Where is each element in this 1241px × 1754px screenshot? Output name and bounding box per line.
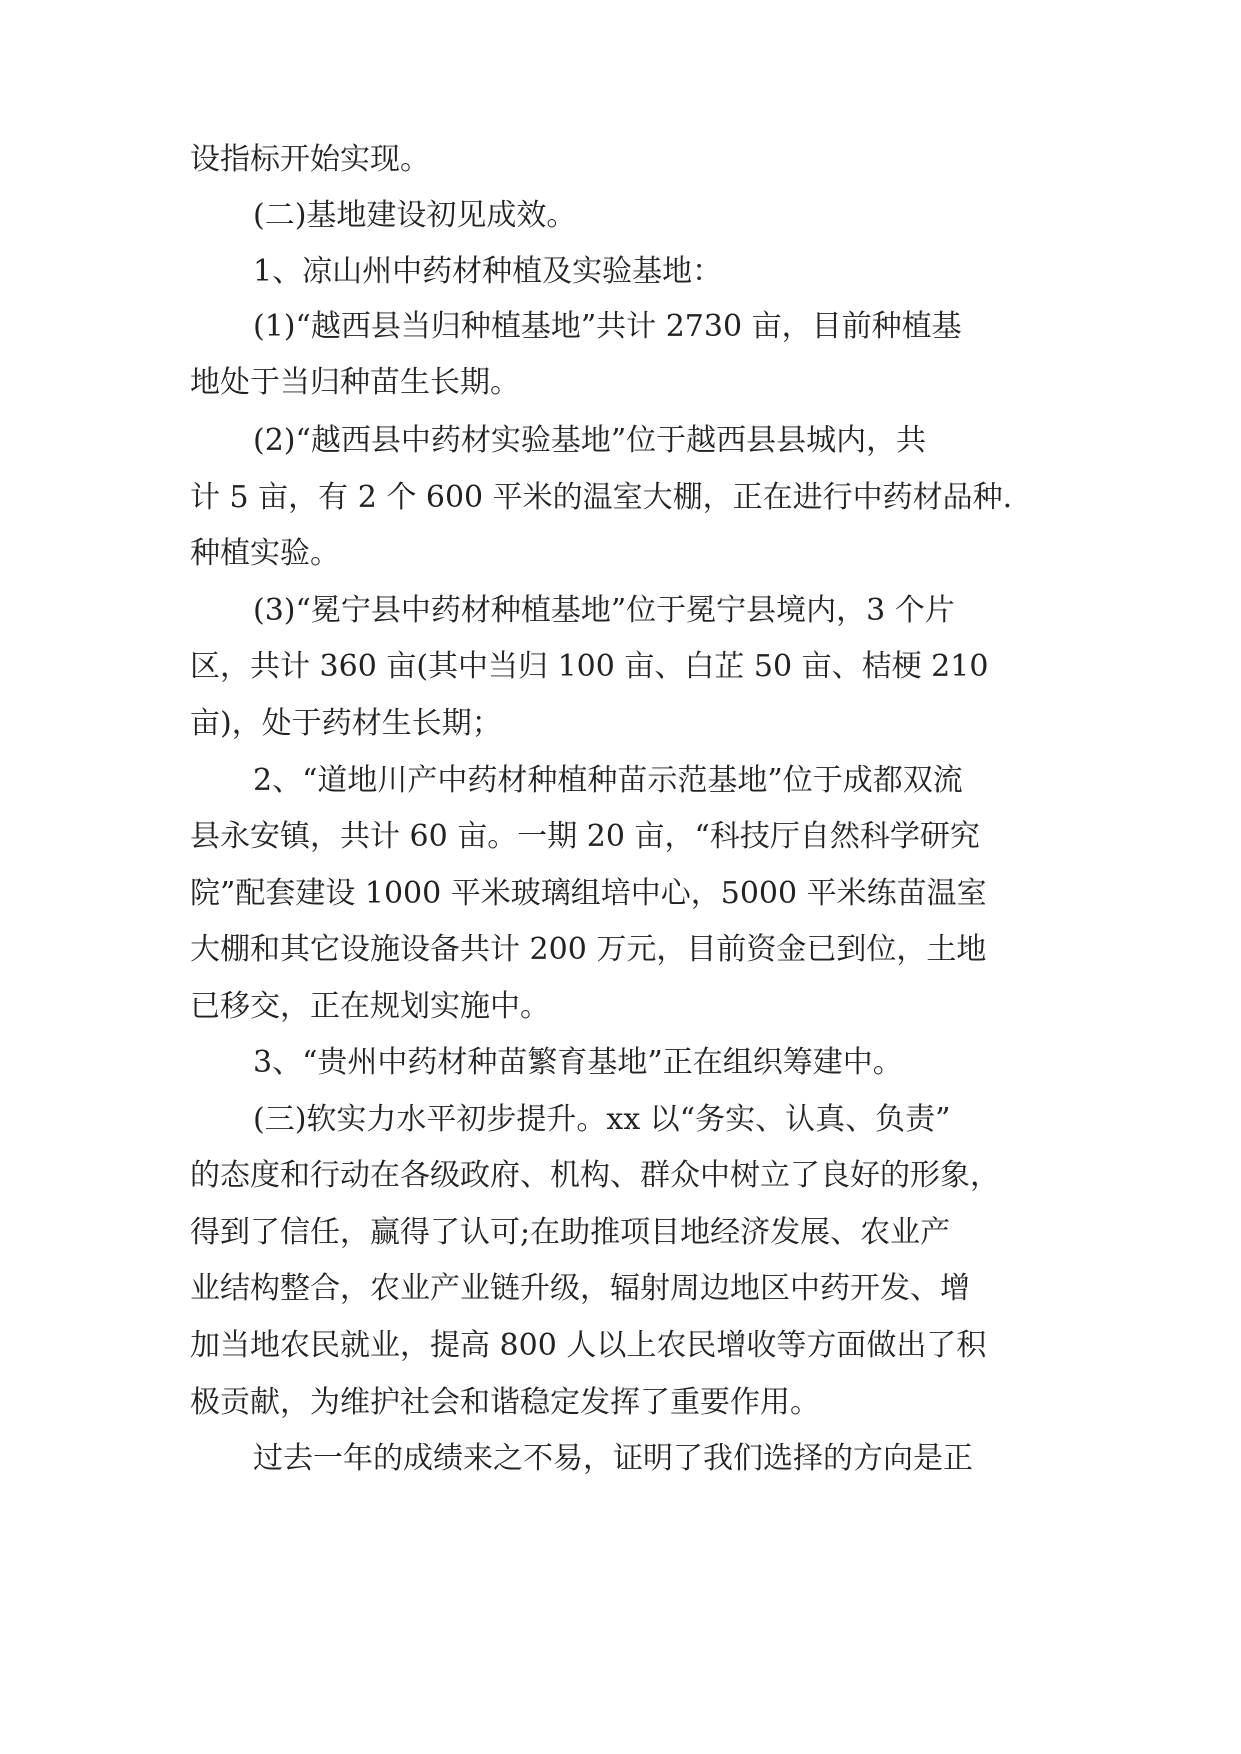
text-line: 种植实验。 — [190, 536, 340, 571]
subsection-heading: 1、凉山州中药材种植及实验基地： — [253, 254, 723, 289]
text-line: 过去一年的成绩来之不易，证明了我们选择的方向是正 — [253, 1441, 973, 1476]
text-line: 区，共计 360 亩(其中当归 100 亩、白芷 50 亩、桔梗 210 — [190, 649, 989, 684]
section-heading: (二)基地建设初见成效。 — [253, 198, 577, 233]
text-line: 地处于当归种苗生长期。 — [190, 365, 520, 400]
text-line: 大棚和其它设施设备共计 200 万元，目前资金已到位，土地 — [190, 932, 987, 967]
text-line: 计 5 亩，有 2 个 600 平米的温室大棚，正在进行中药材品种. — [190, 480, 1013, 515]
text-line: (3)“冕宁县中药材种植基地”位于冕宁县境内，3 个片 — [253, 593, 955, 628]
text-line: 已移交，正在规划实施中。 — [190, 989, 550, 1024]
text-line: 的态度和行动在各级政府、机构、群众中树立了良好的形象， — [190, 1158, 1000, 1193]
text-line: 院”配套建设 1000 平米玻璃组培中心，5000 平米练苗温室 — [190, 876, 987, 911]
text-line: 得到了信任，赢得了认可;在助推项目地经济发展、农业产 — [190, 1215, 951, 1250]
text-line: (1)“越西县当归种植基地”共计 2730 亩，目前种植基 — [253, 309, 962, 344]
subsection-heading: 2、“道地川产中药材种植种苗示范基地”位于成都双流 — [253, 763, 963, 798]
subsection-heading: 3、“贵州中药材种苗繁育基地”正在组织筹建中。 — [253, 1045, 903, 1080]
text-line: 亩)，处于药材生长期； — [190, 706, 502, 741]
text-line: 业结构整合，农业产业链升级，辐射周边地区中药开发、增 — [190, 1271, 970, 1306]
text-line: 加当地农民就业，提高 800 人以上农民增收等方面做出了积 — [190, 1328, 987, 1363]
text-line: 极贡献，为维护社会和谐稳定发挥了重要作用。 — [190, 1385, 820, 1420]
text-line: 县永安镇，共计 60 亩。一期 20 亩，“科技厅自然科学研究 — [190, 819, 980, 854]
text-line: (2)“越西县中药材实验基地”位于越西县县城内，共 — [253, 423, 927, 458]
text-line: 设指标开始实现。 — [190, 142, 430, 177]
section-heading: (三)软实力水平初步提升。xx 以“务实、认真、负责” — [253, 1102, 951, 1137]
